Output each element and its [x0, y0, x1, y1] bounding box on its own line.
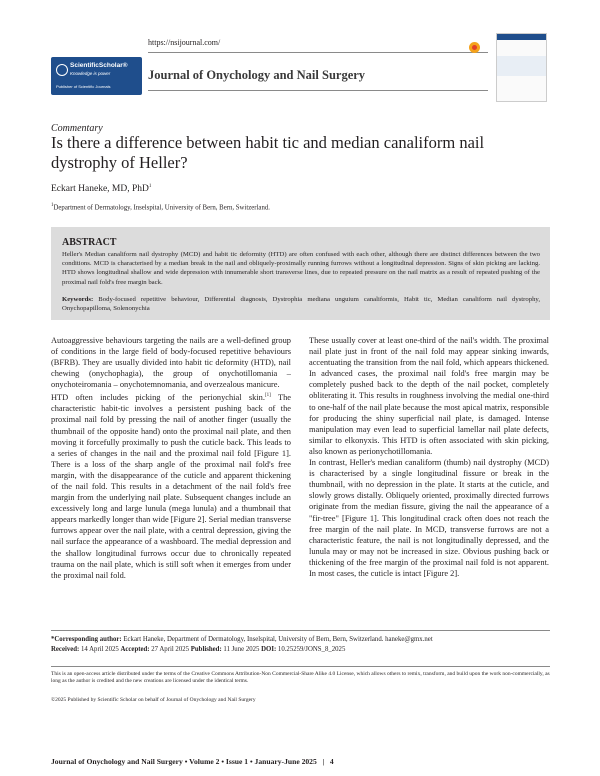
footnotes: [51, 635, 550, 655]
affiliation-text: Department of Dermatology, Inselspital, University of Bern, Bern, Switzerland.: [53, 204, 270, 212]
body-text: The characteristic habit-tic involves a persistent pushing back of the proximal nail fold by pressing the nail of another finger (usually the thumbnail of the opposite hand) onto the proximal nail plate, and then moving it forcefully proximally to push the cuticle back. This leads to a series of changes in the nail and the proximal nail fold [Figure 1]. There is a loss of the sharp angle of the proximal nail fold's free margin, with the disappearance of the cuticle and apparent thickening of the nail fold. This results in a detachment of the nail fold's free margin from the underlying nail plate. Subsequent changes include an excessively long and large lunula (mega lunula) and a thumbnail that appears markedly longer than wide [Figure 2]. Serial median transverse furrows appear over the nail plate, with a central depression, giving the nail surface the appearance of a washboard. The medial depression and the shallow longitudinal furrows occur due to chronically repeated trauma on the nail plate, which is still soft when it emerges from under the proximal nail fold.: [51, 393, 292, 580]
author-line: [51, 184, 151, 194]
license-rule: [51, 666, 550, 667]
keywords-label: Keywords:: [62, 296, 94, 303]
license-text: This is an open-access article distributed under the terms of the Creative Commons Attribution-Non Commercial-Share Alike 4.0 License, which allows others to remix, transform, and build upon the work non-commercially, as long as the author is credited and the new creations are licensed under the identical terms.: [51, 671, 550, 685]
body-paragraph: These usually cover at least one-third of the nail's width. The proximal nail plate just in front of the nail fold may appear sinking inwards, accentuating the transition from the nail fold, which appears thickened. In advanced cases, the proximal nail fold's free margin may be completely pushed back to the depth of the nail pocket, completely obliterating it. This results in roughness involving the medial one-third to one-half of the nail plate because the most apical matrix, responsible for producing the shiny superficial nail plate, is damaged. Intense manipulation may even lead to superficial lamellar nail plate defects, similar to elkonyxis. This HTD is often associated with skin picking, also known as perionychotillomania.: [309, 336, 549, 456]
body-paragraph: In contrast, Heller's median canaliform (thumb) nail dystrophy (MCD) is characterised by a single longitudinal fissure or break in the thumbnail, with no depression in the plate. It starts at the cuticle, and slowly grows distally. Obliquely oriented, proximally directed furrows originate from the median fissure, giving the nail the appearance of a "fir-tree" [Figure 1]. This longitudinal crack often does not reach the free margin of the nail plate. In MCD, transverse furrows are not a characteristic feature, the nail is not longitudinally depressed, and the lunula may or may not be increased in size. Obvious pushing back or thickening of the free margin of the proximal nail fold is not apparent. In most cases, the cuticle is intact [Figure 2].: [309, 458, 549, 578]
scholar-logo-icon: [56, 64, 68, 76]
dates-line: [51, 645, 550, 655]
body-column-right: [309, 335, 549, 579]
received-label: Received:: [51, 646, 80, 653]
received-date: 14 April 2025: [79, 646, 121, 653]
footnote-rule: [51, 630, 550, 631]
article-category: Commentary: [51, 123, 103, 134]
header-rule-top: [148, 52, 488, 53]
logo-publisher-line: Publisher of Scientific Journals: [56, 84, 111, 89]
logo-brand: ScientificScholar®: [70, 62, 128, 69]
copyright-text: ©2025 Published by Scientific Scholar on behalf of Journal of Onychology and Nail Surgery: [51, 697, 256, 703]
body-paragraph: [51, 390, 291, 580]
affiliation-sup: 1: [51, 203, 54, 208]
abstract-text: Heller's Median canaliform nail dystrophy (MCD) and habit tic deformity (HTD) are often confused with each other, although there are distinct differences between the two conditions. MCD is characterised by a median break in the nail and obliquely-proximally running furrows without a longitudinal depression. Signs of skin picking are lacking. HTD shows longitudinal shallow and wide depression with innumerable short transverse lines, due to repeated pressure on the nail matrix as a result of repeated pushing of the proximal nail fold's free margin back.: [62, 251, 540, 286]
cover-image-band: [497, 56, 546, 76]
journal-title: Journal of Onychology and Nail Surgery: [148, 68, 366, 82]
affiliation: [51, 203, 270, 211]
open-access-icon[interactable]: [469, 42, 480, 53]
journal-url[interactable]: https://nsijournal.com/: [148, 38, 221, 47]
author-name: Eckart Haneke, MD, PhD: [51, 184, 149, 195]
abstract-heading: ABSTRACT: [62, 237, 117, 248]
corr-label: *Corresponding author:: [51, 636, 122, 643]
keywords-text: Body-focused repetitive behaviour, Differential diagnosis, Dystrophia mediana unguium canaliformis, Habit tic, Median canaliform nail dystrophy, Onychopapilloma, Solenonychia: [62, 296, 540, 313]
published-label: Published:: [190, 646, 222, 653]
publisher-logo: [51, 57, 142, 95]
cover-top-band: [497, 34, 546, 40]
accepted-label: Accepted:: [120, 646, 150, 653]
logo-tagline: Knowledge is power: [70, 71, 111, 76]
journal-cover: [496, 33, 547, 102]
corresponding-author: [51, 635, 550, 645]
doi-label: DOI:: [261, 646, 277, 653]
body-paragraph: Autoaggressive behaviours targeting the nails are a well-defined group of conditions in the large field of body-focused repetitive behaviours (BFRB). They are usually divided into habit tic deformity (HTD), nail chewing (onychophagia), the group of onychotillomania – onychoteiromania – onychotemnomania, and overzealous manicure.: [51, 336, 291, 390]
page-footer: [51, 757, 334, 766]
header-rule-bottom: [148, 90, 488, 91]
article-title: Is there a difference between habit tic and median canaliform nail dystrophy of Heller?: [51, 133, 485, 172]
footer-journal-info: Journal of Onychology and Nail Surgery • Volume 2 • Issue 1 • January-June 2025: [51, 757, 317, 766]
footer-separator: |: [322, 757, 325, 766]
author-sup: 1: [148, 184, 152, 189]
body-text: HTD often includes picking of the perionychial skin.: [51, 393, 265, 403]
keywords: [62, 295, 540, 313]
accepted-date: 27 April 2025: [149, 646, 191, 653]
body-column-left: [51, 335, 291, 581]
doi-value[interactable]: 10.25259/JONS_8_2025: [276, 646, 346, 653]
published-date: 11 June 2025: [221, 646, 262, 653]
citation-ref[interactable]: [1]: [264, 393, 271, 399]
corr-text: Eckart Haneke, Department of Dermatology, Inselspital, University of Bern, Bern, Switzerland. haneke@gmx.net: [121, 636, 433, 643]
page-number: 4: [329, 757, 334, 766]
